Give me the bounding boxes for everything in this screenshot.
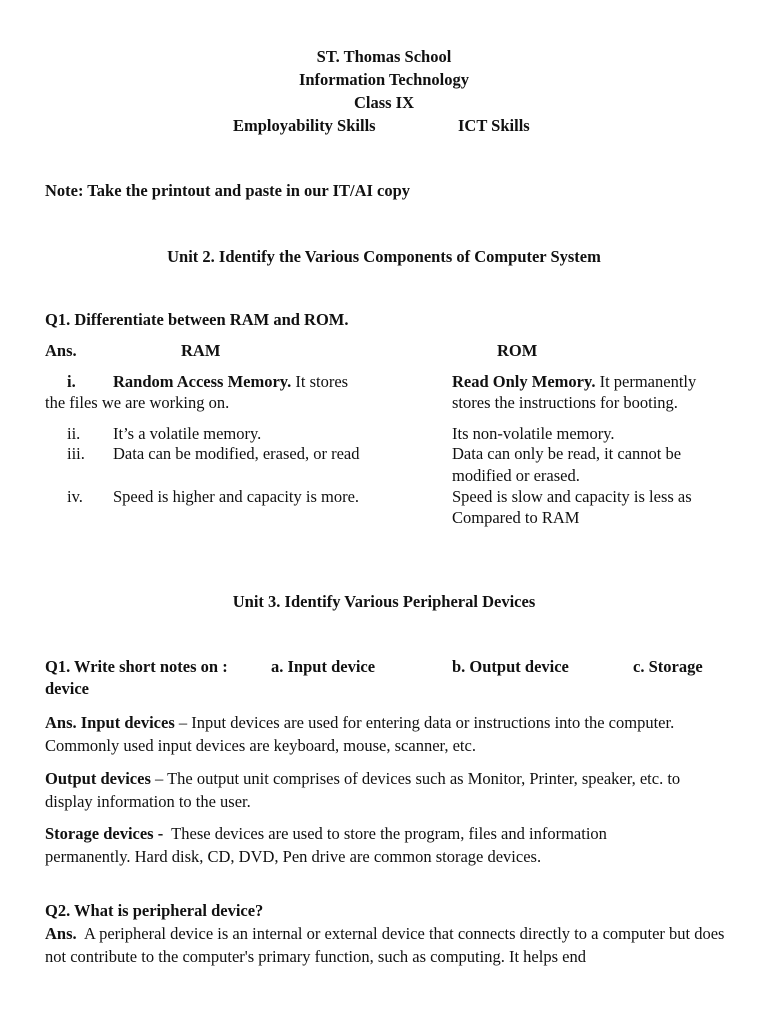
q2-answer-paragraph (45, 922, 729, 968)
unit2-q1: Q1. Differentiate between RAM and ROM. (45, 310, 349, 329)
ram-cell (113, 371, 348, 392)
unit3-q1: Q1. Write short notes on : (45, 657, 228, 676)
unit3-q1-option-c: c. Storage (633, 657, 703, 676)
storage-devices-paragraph (45, 822, 685, 868)
unit3-q1-option-b: b. Output device (452, 657, 569, 676)
rom-cell (452, 371, 696, 392)
ans-label: Ans. (45, 341, 77, 360)
unit3-q1-continued: device (45, 679, 89, 698)
row-number: iv. (67, 487, 83, 506)
rom-cell: Speed is slow and capacity is less as (452, 487, 692, 506)
ram-cell: It’s a volatile memory. (113, 424, 262, 443)
ram-cell: Data can be modified, erased, or read (113, 444, 360, 463)
class-label: Class IX (353, 93, 415, 112)
unit2-title: Unit 2. Identify the Various Components of Computer System (167, 247, 601, 266)
row-number: ii. (67, 424, 81, 443)
note-text: Note: Take the printout and paste in our IT/AI copy (45, 181, 411, 200)
output-devices-label: Output devices (45, 769, 151, 788)
ram-desc: It stores (291, 372, 349, 391)
storage-devices-label: Storage devices - (45, 824, 164, 843)
rom-cell-continued: modified or erased. (452, 466, 580, 485)
input-devices-paragraph (45, 711, 735, 757)
rom-cell-continued: Compared to RAM (452, 508, 580, 527)
ram-desc-continued: the files we are working on. (45, 393, 230, 412)
input-devices-label: Ans. Input devices (45, 713, 175, 732)
rom-cell: Its non-volatile memory. (452, 424, 615, 443)
ram-heading: RAM (181, 341, 221, 360)
rom-desc-continued: stores the instructions for booting. (452, 393, 678, 412)
rom-cell: Data can only be read, it cannot be (452, 444, 682, 463)
employability-label: Employability Skills (233, 116, 376, 135)
storage-devices-text: These devices are used to store the program, files and information permanently. Hard disk, CD, DVD, Pen drive are common storage devices. (45, 824, 612, 866)
q2-answer-label: Ans. (45, 924, 77, 943)
q2-answer-text: A peripheral device is an internal or external device that connects directly to a computer but does not contribute to the computer's primary function, such as computing. It helps end (45, 924, 729, 966)
school-name: ST. Thomas School (316, 47, 452, 66)
subject-title: Information Technology (298, 70, 470, 89)
row-number: i. (67, 372, 76, 391)
ict-label: ICT Skills (458, 116, 530, 135)
output-devices-text: – The output unit comprises of devices such as Monitor, Printer, speaker, etc. to display information to the user. (45, 769, 681, 811)
unit3-title: Unit 3. Identify Various Peripheral Devices (232, 592, 536, 611)
unit3-q2: Q2. What is peripheral device? (45, 901, 264, 920)
input-devices-text: – Input devices are used for entering data or instructions into the computer. Commonly used input devices are keyboard, mouse, scanner, etc. (45, 713, 675, 755)
unit3-q1-option-a: a. Input device (271, 657, 376, 676)
rom-desc: It permanently (595, 372, 697, 391)
ram-cell: Speed is higher and capacity is more. (113, 487, 360, 506)
output-devices-paragraph (45, 767, 725, 813)
row-number: iii. (67, 444, 85, 463)
rom-term: Read Only Memory. (452, 372, 596, 391)
ram-term: Random Access Memory. (113, 372, 292, 391)
rom-heading: ROM (497, 341, 538, 360)
